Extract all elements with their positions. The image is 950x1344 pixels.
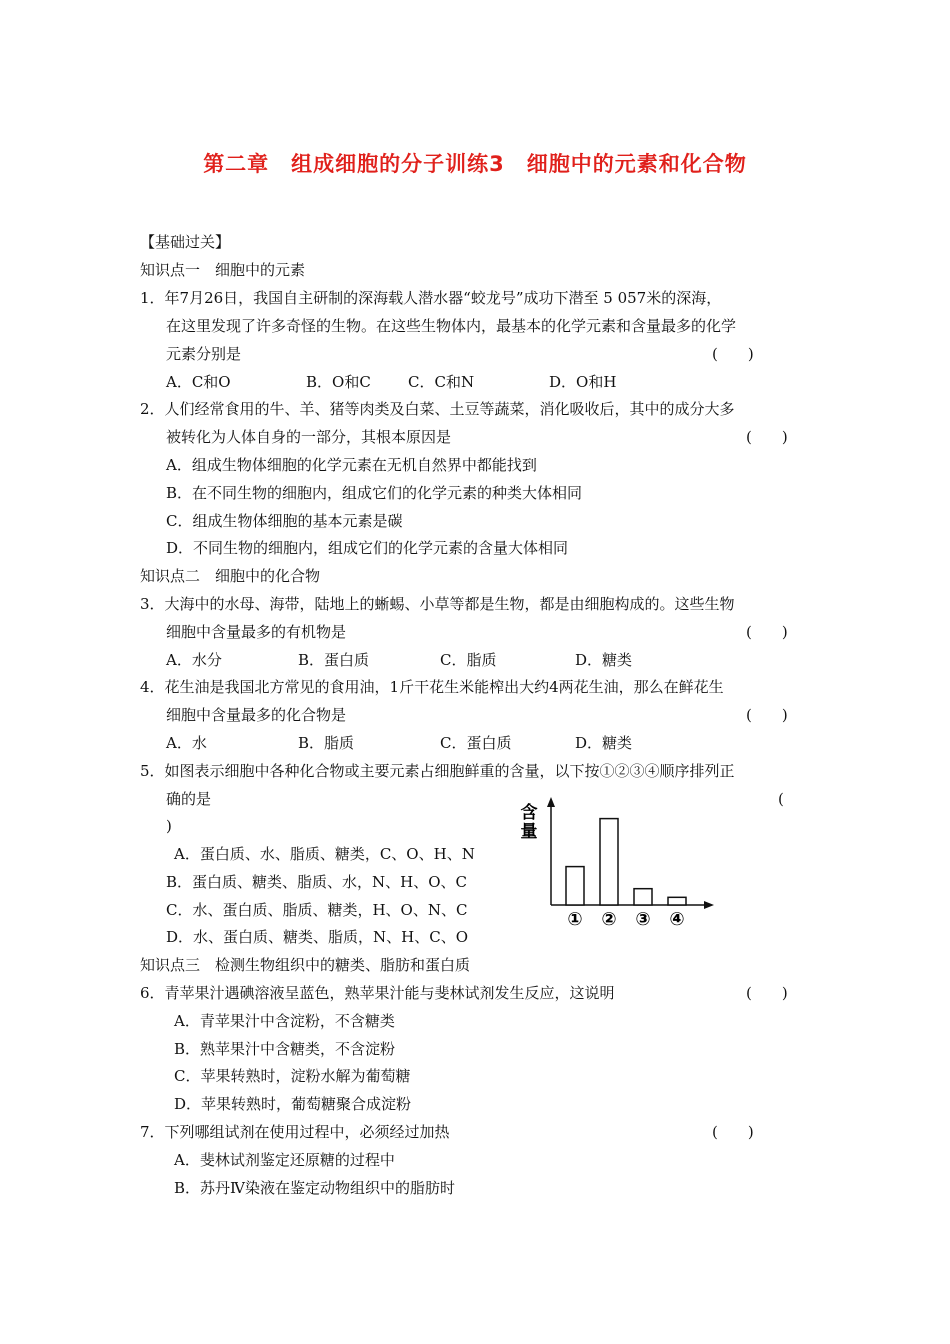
q2-answer-paren: ( ) [746, 428, 788, 446]
q6-option-a: A．青苹果汁中含淀粉，不含糖类 [174, 1012, 395, 1030]
chart-x-arrow [704, 901, 714, 909]
chart-ylabel-char-2: 量 [520, 822, 538, 842]
q6-answer-paren: ( ) [746, 984, 788, 1002]
q4-option-b: B．脂质 [298, 734, 355, 752]
q7-option-a: A．斐林试剂鉴定还原糖的过程中 [174, 1151, 395, 1169]
q1-option-d: D．O和H [549, 373, 617, 391]
q4-option-d: D．糖类 [575, 734, 633, 752]
q2-option-c: C．组成生物体细胞的基本元素是碳 [166, 512, 403, 530]
chart-category-label-4: ④ [669, 909, 685, 930]
q3-option-d: D．糖类 [575, 651, 633, 669]
q6-option-b: B．熟苹果汁中含糖类，不含淀粉 [174, 1040, 396, 1058]
q4-option-c: C．蛋白质 [440, 734, 512, 752]
q7-line1: 7．下列哪组试剂在使用过程中，必须经过加热 [140, 1123, 450, 1141]
q5-paren-open: ( [778, 790, 784, 808]
q4-answer-paren: ( ) [746, 706, 788, 724]
q5-paren-close: ) [166, 817, 172, 835]
q1-line2: 在这里发现了许多奇怪的生物。在这些生物体内，最基本的化学元素和含量最多的化学 [166, 317, 737, 335]
q5-line2: 确的是 [166, 790, 212, 808]
q2-option-d: D．不同生物的细胞内，组成它们的化学元素的含量大体相同 [166, 539, 569, 557]
chart-category-label-2: ② [601, 909, 617, 930]
q3-option-a: A．水分 [166, 651, 222, 669]
q1-option-a: A．C和O [166, 373, 231, 391]
q4-option-a: A．水 [166, 734, 207, 752]
q6-option-c: C．苹果转熟时，淀粉水解为葡萄糖 [174, 1067, 411, 1085]
q2-line2: 被转化为人体自身的一部分，其根本原因是 [166, 428, 452, 446]
q1-line1: 1．年7月26日，我国自主研制的深海载人潜水器“蛟龙号”成功下潜至 5 057米的深海， [140, 289, 722, 307]
q6-line1: 6．青苹果汁遇碘溶液呈蓝色，熟苹果汁能与斐林试剂发生反应，这说明 [140, 984, 615, 1002]
q4-line2: 细胞中含量最多的化合物是 [166, 706, 347, 724]
chart-category-label-3: ③ [635, 909, 651, 930]
chart-bar-3 [634, 889, 652, 905]
chart-bar-2 [600, 819, 618, 905]
q5-option-c: C．水、蛋白质、脂质、糖类，H、O、N、C [166, 901, 468, 919]
chart-bar-1 [566, 867, 584, 905]
q2-option-b: B．在不同生物的细胞内，组成它们的化学元素的种类大体相同 [166, 484, 583, 502]
q4-line1: 4．花生油是我国北方常见的食用油，1斤干花生米能榨出大约4两花生油，那么在鲜花生 [140, 678, 724, 696]
q3-line2: 细胞中含量最多的有机物是 [166, 623, 347, 641]
q7-option-b: B．苏丹Ⅳ染液在鉴定动物组织中的脂肪时 [174, 1179, 456, 1197]
q1-option-c: C．C和N [408, 373, 475, 391]
q5-bar-chart [520, 795, 720, 935]
section-heading: 【基础过关】 [140, 233, 231, 251]
q5-option-d: D．水、蛋白质、糖类、脂质，N、H、C、O [166, 928, 469, 946]
q1-option-b: B．O和C [306, 373, 371, 391]
q5-option-a: A．蛋白质、水、脂质、糖类，C、O、H、N [174, 845, 475, 863]
q3-line1: 3．大海中的水母、海带，陆地上的蜥蜴、小草等都是生物，都是由细胞构成的。这些生物 [140, 595, 735, 613]
q1-answer-paren: ( ) [712, 345, 754, 363]
q1-line3: 元素分别是 [166, 345, 242, 363]
chart-y-arrow [547, 797, 555, 807]
knowledge-point-2: 知识点二 细胞中的化合物 [140, 567, 321, 585]
chart-bar-4 [668, 897, 686, 905]
q7-answer-paren: ( ) [712, 1123, 754, 1141]
q3-answer-paren: ( ) [746, 623, 788, 641]
knowledge-point-1: 知识点一 细胞中的元素 [140, 261, 306, 279]
chart-ylabel-char-1: 含 [520, 803, 538, 823]
q3-option-b: B．蛋白质 [298, 651, 370, 669]
chart-category-label-1: ① [567, 909, 583, 930]
q6-option-d: D．苹果转熟时，葡萄糖聚合成淀粉 [174, 1095, 412, 1113]
knowledge-point-3: 知识点三 检测生物组织中的糖类、脂肪和蛋白质 [140, 956, 471, 974]
q3-option-c: C．脂质 [440, 651, 497, 669]
q2-option-a: A．组成生物体细胞的化学元素在无机自然界中都能找到 [166, 456, 537, 474]
page-title: 第二章 组成细胞的分子训练3 细胞中的元素和化合物 [203, 152, 747, 176]
q5-line1: 5．如图表示细胞中各种化合物或主要元素占细胞鲜重的含量，以下按①②③④顺序排列正 [140, 762, 735, 780]
q2-line1: 2．人们经常食用的牛、羊、猪等肉类及白菜、土豆等蔬菜，消化吸收后，其中的成分大多 [140, 400, 735, 418]
q5-option-b: B．蛋白质、糖类、脂质、水，N、H、O、C [166, 873, 468, 891]
